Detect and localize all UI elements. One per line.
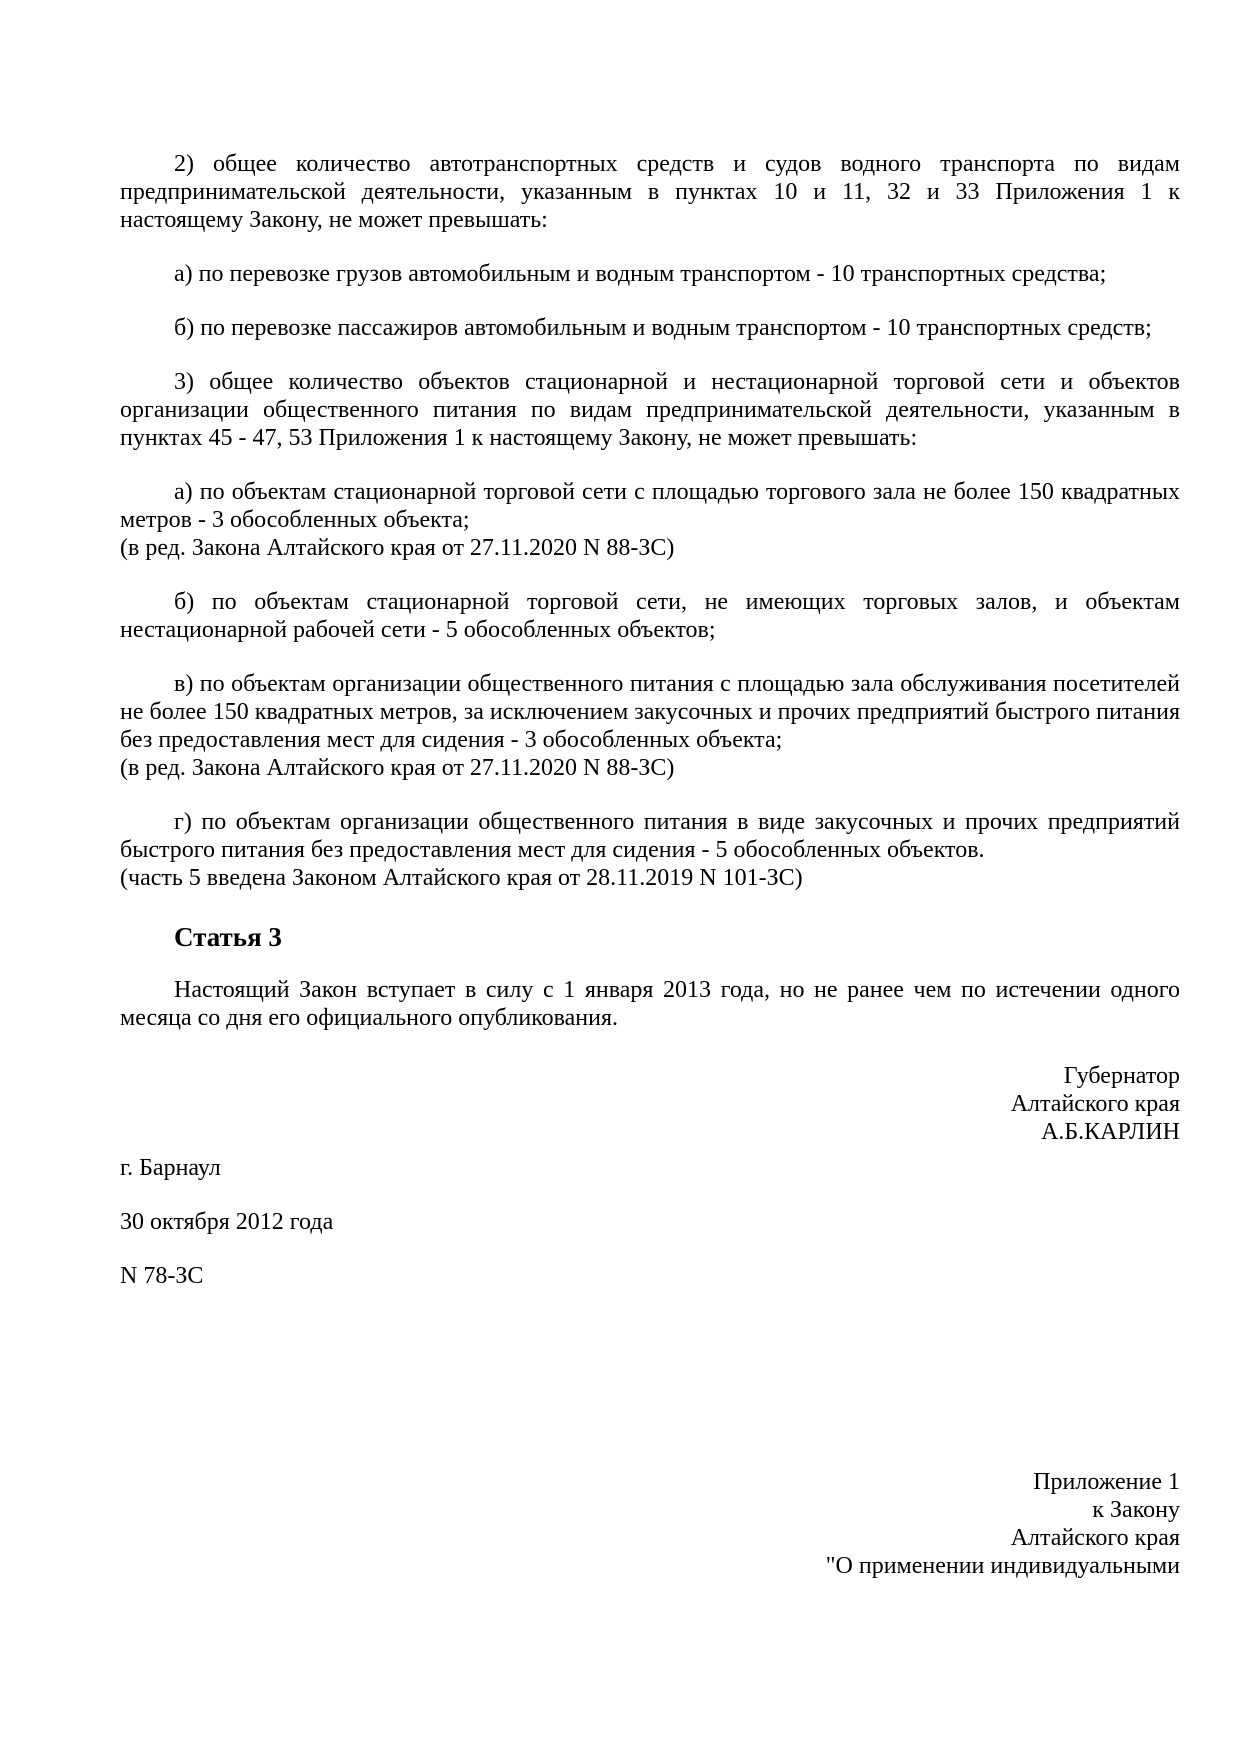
appendix-line-3: Алтайского края — [1010, 1525, 1180, 1551]
amendment-note: (в ред. Закона Алтайского края от 27.11.2020 N 88-ЗС) — [120, 755, 675, 781]
appendix-line-2: к Закону — [1092, 1497, 1180, 1523]
paragraph-3a: а) по объектам стационарной торговой сети с площадью торгового зала не более 150 квадратных метров - 3 обособленных объекта; — [120, 479, 1180, 533]
signature-region: Алтайского края — [1010, 1091, 1180, 1117]
place: г. Барнаул — [120, 1155, 221, 1181]
document-page — [120, 150, 1180, 1290]
law-number: N 78-ЗС — [120, 1263, 204, 1289]
appendix-line-1: Приложение 1 — [1033, 1469, 1180, 1495]
paragraph-2b: б) по перевозке пассажиров автомобильным и водным транспортом - 10 транспортных средств; — [174, 315, 1152, 341]
signature-name: А.Б.КАРЛИН — [1041, 1119, 1180, 1145]
article-3-text: Настоящий Закон вступает в силу с 1 января 2013 года, но не ранее чем по истечении одного месяца со дня его официального опубликования. — [120, 977, 1180, 1031]
paragraph-2a: а) по перевозке грузов автомобильным и водным транспортом - 10 транспортных средства; — [174, 261, 1107, 287]
amendment-note: (часть 5 введена Законом Алтайского края от 28.11.2019 N 101-ЗС) — [120, 865, 803, 891]
amendment-note: (в ред. Закона Алтайского края от 27.11.2020 N 88-ЗС) — [120, 535, 675, 561]
paragraph-3v: в) по объектам организации общественного питания с площадью зала обслуживания посетителей не более 150 квадратных метров, за исключением закусочных и прочих предприятий быстрого питания без предоставления мест для сидения - 3 обособленных объекта; — [120, 671, 1180, 753]
paragraph-3b: б) по объектам стационарной торговой сети, не имеющих торговых залов, и объектам нестационарной рабочей сети - 5 обособленных объектов; — [120, 589, 1180, 643]
appendix-line-4: "О применении индивидуальными — [825, 1553, 1180, 1579]
appendix-header — [826, 1468, 1180, 1580]
paragraph-3: 3) общее количество объектов стационарной и нестационарной торговой сети и объектов организации общественного питания по видам предпринимательской деятельности, указанным в пунктах 45 - 47, 53 Приложения 1 к настоящему Закону, не может превышать: — [120, 369, 1180, 451]
date: 30 октября 2012 года — [120, 1209, 334, 1235]
article-3-heading: Статья 3 — [174, 922, 282, 952]
paragraph-3g: г) по объектам организации общественного питания в виде закусочных и прочих предприятий быстрого питания без предоставления мест для сидения - 5 обособленных объектов. — [120, 809, 1180, 863]
signature-title: Губернатор — [1063, 1063, 1180, 1089]
paragraph-2: 2) общее количество автотранспортных средств и судов водного транспорта по видам предпринимательской деятельности, указанным в пунктах 10 и 11, 32 и 33 Приложения 1 к настоящему Закону, не может превышать: — [120, 151, 1180, 233]
